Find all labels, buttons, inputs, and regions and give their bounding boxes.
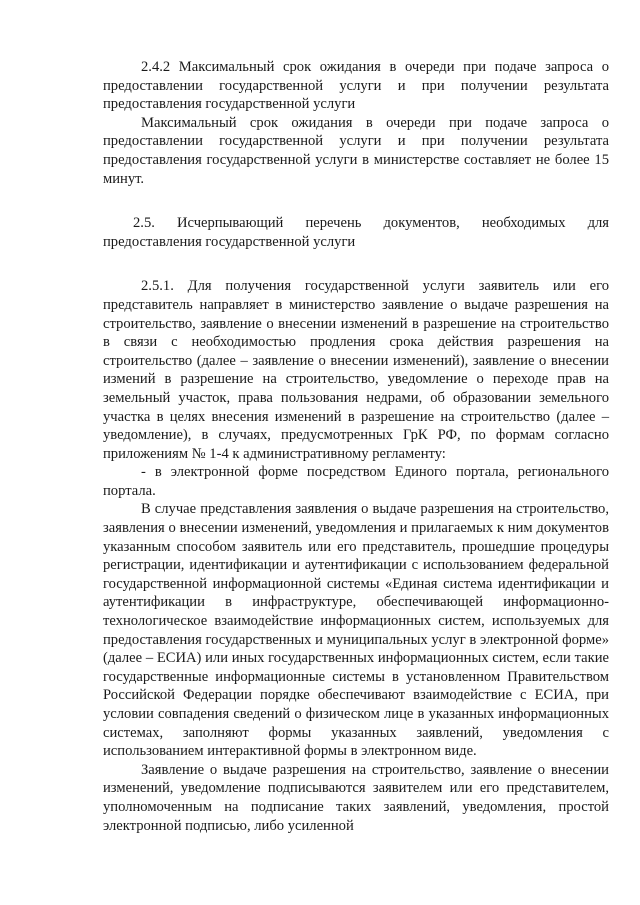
section-2-5-1-paragraph: 2.5.1. Для получения государственной услуги заявитель или его представитель направляет в министерство заявление о выдаче разрешения на строительство, заявление о внесении изменений в разрешение на строительство в связи с необходимостью продления срока действия разрешения на строительство (далее – заявление о внесении изменений), заявление о внесении измений в разрешение на строительство, уведомление о переходе прав на земельный участок, права пользования недрами, об образовании земельного участка в целях внесения изменений в разрешение на строительство (далее – уведомление), в случаях, предусмотренных ГрК РФ, по формам согласно приложениям № 1-4 к административному регламенту: <box>103 278 609 462</box>
document-page <box>103 58 609 835</box>
section-2-4-2-body: Максимальный срок ожидания в очереди при подаче запроса о предоставлении государственной услуги и при получении результата предоставления государственной услуги в министерстве составляет не более 15 минут. <box>103 114 609 187</box>
section-2-5-heading: 2.5. Исчерпывающий перечень документов, необходимых для предоставления государственной услуги <box>103 215 609 250</box>
paragraph-signature: Заявление о выдаче разрешения на строительство, заявление о внесении изменений, уведомление подписываются заявителем или его представителем, уполномоченным на подписание таких заявлений, уведомления, простой электронной подписью, либо усиленной <box>103 761 609 834</box>
spacer <box>103 251 609 277</box>
paragraph-submission-case: В случае представления заявления о выдаче разрешения на строительство, заявления о внесении изменений, уведомления и прилагаемых к ним документов указанным способом заявитель или его представитель, прошедшие процедуры регистрации, идентификации и аутентификации с использованием федеральной государственной информационной системы «Единая система идентификации и аутентификации в инфраструктуре, обеспечивающей информационно-технологическое взаимодействие информационных систем, используемых для предоставления государственных и муниципальных услуг в электронной форме» (далее – ЕСИА) или иных государственных информационных систем, если такие государственные информационные системы в установленном Правительством Российской Федерации порядке обеспечивают взаимодействие с ЕСИА, при условии совпадения сведений о физическом лице в указанных информационных системах, заполняют формы указанных заявлений, уведомления с использованием интерактивной формы в электронном виде. <box>103 501 609 760</box>
spacer <box>103 188 609 214</box>
section-2-4-2-heading: 2.4.2 Максимальный срок ожидания в очереди при подаче запроса о предоставлении государственной услуги и при получении результата предоставления государственной услуги <box>103 59 609 113</box>
list-item-electronic-form: - в электронной форме посредством Единого портала, регионального портала. <box>103 464 609 499</box>
